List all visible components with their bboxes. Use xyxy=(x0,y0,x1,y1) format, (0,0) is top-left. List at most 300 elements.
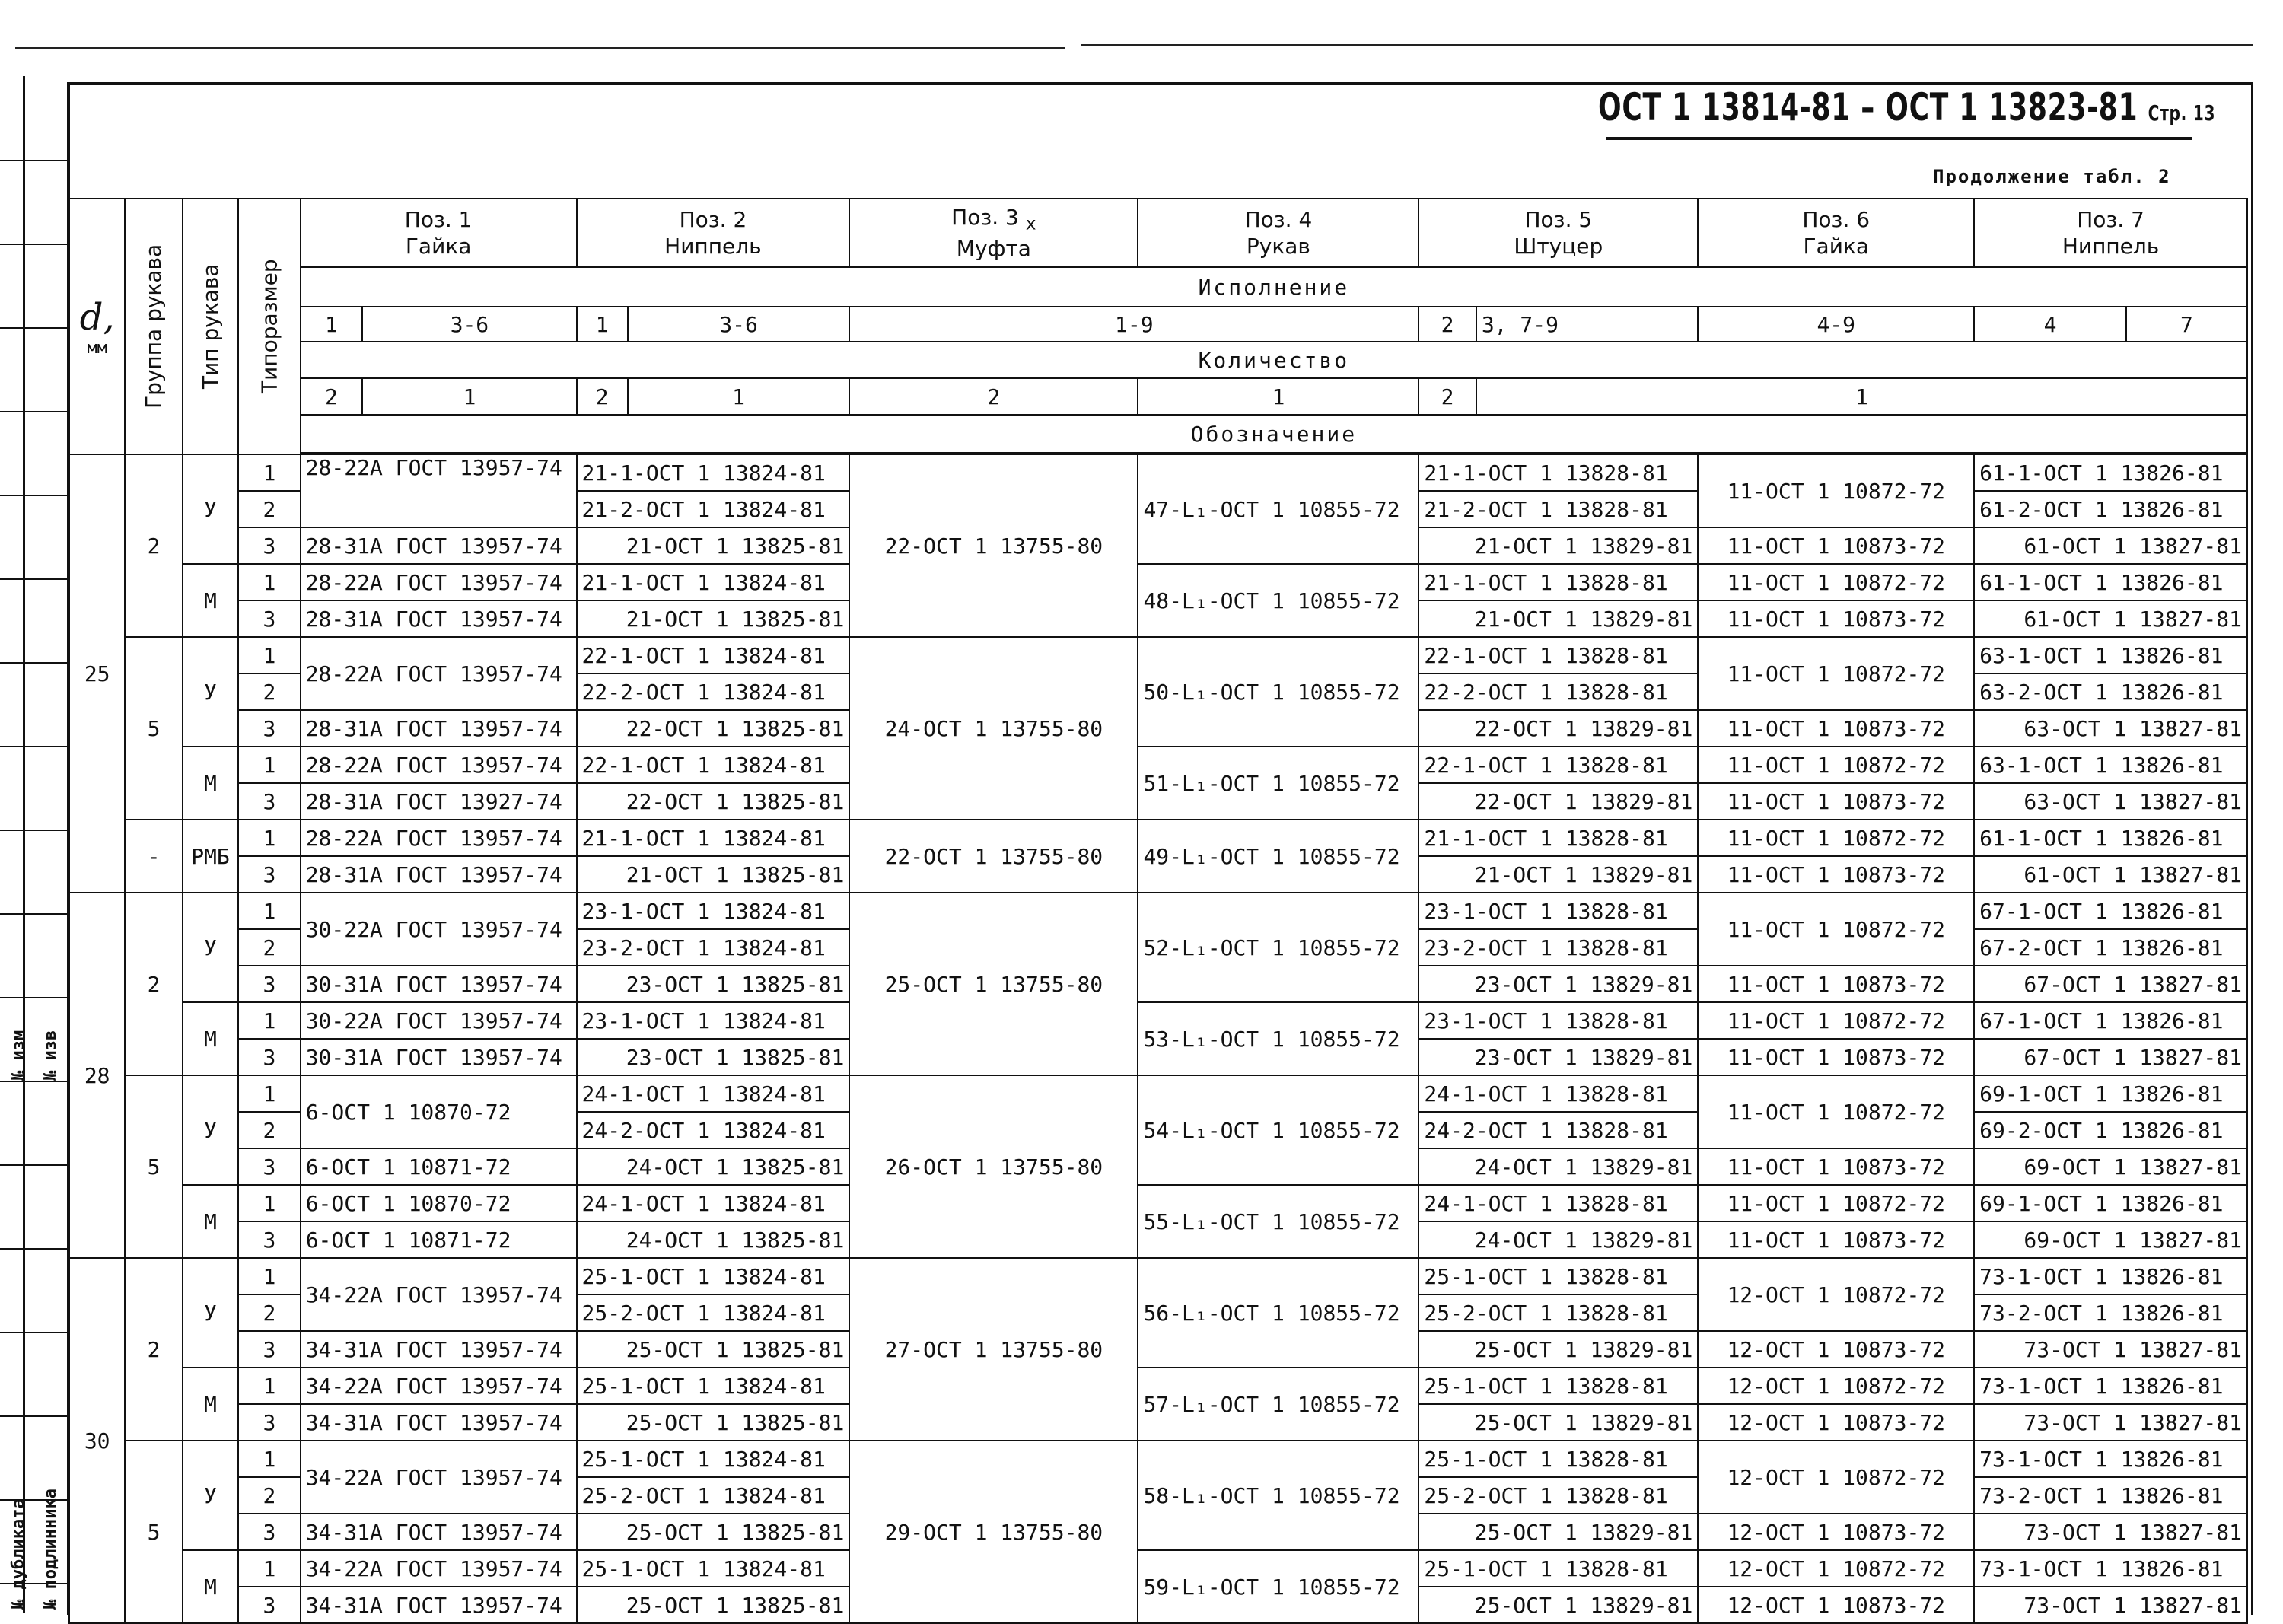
pos2-value: 25-1-ОСТ 1 13824-81 xyxy=(577,1258,850,1294)
pos7-value: 61-ОСТ 1 13827-81 xyxy=(1974,527,2247,564)
pos2-value: 21-2-ОСТ 1 13824-81 xyxy=(577,491,850,527)
pos1-value: 30-22А ГОСТ 13957-74 xyxy=(301,1002,577,1039)
pos3-value: 29-ОСТ 1 13755-80 xyxy=(849,1441,1138,1623)
d-value: 30 xyxy=(69,1258,125,1623)
title-underline xyxy=(1606,137,2192,140)
exec-band: Исполнение xyxy=(301,267,2247,307)
pos1-value: 28-31А ГОСТ 13927-74 xyxy=(301,783,577,820)
type-value: М xyxy=(183,1185,238,1258)
pos5-value: 21-2-ОСТ 1 13828-81 xyxy=(1419,491,1698,527)
size-value: 2 xyxy=(238,673,301,710)
pos2-value: 21-ОСТ 1 13825-81 xyxy=(577,600,850,637)
pos6-value: 12-ОСТ 1 10873-72 xyxy=(1698,1514,1974,1550)
table-row xyxy=(69,454,2247,491)
size-value: 2 xyxy=(238,491,301,527)
pos7-value: 73-ОСТ 1 13827-81 xyxy=(1974,1331,2247,1368)
d-label: d, xyxy=(79,295,115,339)
table-row xyxy=(69,564,2247,600)
pos5-value: 25-ОСТ 1 13829-81 xyxy=(1419,1404,1698,1441)
pos2-value: 23-1-ОСТ 1 13824-81 xyxy=(577,893,850,929)
type-value: М xyxy=(183,564,238,637)
pos7-value: 69-ОСТ 1 13827-81 xyxy=(1974,1221,2247,1258)
pos5-value: 21-1-ОСТ 1 13828-81 xyxy=(1419,564,1698,600)
pos7-value: 69-1-ОСТ 1 13826-81 xyxy=(1974,1075,2247,1112)
exec-value: 1-9 xyxy=(849,307,1419,342)
type-value: М xyxy=(183,1002,238,1075)
pos4-value: 53-L₁-ОСТ 1 10855-72 xyxy=(1138,1002,1419,1075)
margin-tick xyxy=(0,913,67,915)
pos5-number: Поз. 5 xyxy=(1524,207,1593,232)
size-value: 1 xyxy=(238,637,301,673)
pos7-value: 61-1-ОСТ 1 13826-81 xyxy=(1974,454,2247,491)
exec-value: 7 xyxy=(2126,307,2247,342)
pos5-header xyxy=(1419,199,1698,267)
pos1-value: 28-22А ГОСТ 13957-74 xyxy=(301,454,577,527)
pos5-value: 24-ОСТ 1 13829-81 xyxy=(1419,1221,1698,1258)
pos1-value: 28-31А ГОСТ 13957-74 xyxy=(301,600,577,637)
pos5-value: 24-1-ОСТ 1 13828-81 xyxy=(1419,1075,1698,1112)
group-value: 2 xyxy=(125,454,182,637)
pos2-value: 22-ОСТ 1 13825-81 xyxy=(577,783,850,820)
size-value: 3 xyxy=(238,1148,301,1185)
header-row-exec-band xyxy=(69,267,2247,307)
pos7-value: 67-ОСТ 1 13827-81 xyxy=(1974,966,2247,1002)
table-row xyxy=(69,747,2247,783)
qty-value: 2 xyxy=(1419,378,1476,415)
pos5-value: 22-ОСТ 1 13829-81 xyxy=(1419,783,1698,820)
exec-value: 3, 7-9 xyxy=(1476,307,1699,342)
pos5-value: 25-1-ОСТ 1 13828-81 xyxy=(1419,1368,1698,1404)
pos7-value: 63-1-ОСТ 1 13826-81 xyxy=(1974,747,2247,783)
pos7-value: 73-ОСТ 1 13827-81 xyxy=(1974,1514,2247,1550)
pos5-value: 21-1-ОСТ 1 13828-81 xyxy=(1419,820,1698,856)
size-value: 2 xyxy=(238,1112,301,1148)
size-value: 3 xyxy=(238,1514,301,1550)
size-value: 1 xyxy=(238,893,301,929)
margin-tick xyxy=(0,578,67,580)
pos3-number: Поз. 3 xyxy=(951,205,1019,231)
pos5-value: 25-1-ОСТ 1 13828-81 xyxy=(1419,1441,1698,1477)
margin-tick xyxy=(0,997,67,998)
pos7-value: 67-2-ОСТ 1 13826-81 xyxy=(1974,929,2247,966)
d-column-header xyxy=(69,199,125,454)
type-value: У xyxy=(183,1075,238,1185)
pos6-header xyxy=(1698,199,1974,267)
designation-band: Обозначение xyxy=(301,415,2247,453)
table-row xyxy=(69,1075,2247,1112)
pos6-value: 12-ОСТ 1 10873-72 xyxy=(1698,1331,1974,1368)
d-value: 25 xyxy=(69,454,125,893)
pos5-value: 21-ОСТ 1 13829-81 xyxy=(1419,856,1698,893)
spec-table xyxy=(68,198,2248,1624)
pos4-value: 59-L₁-ОСТ 1 10855-72 xyxy=(1138,1550,1419,1623)
pos4-value: 56-L₁-ОСТ 1 10855-72 xyxy=(1138,1258,1419,1368)
pos7-value: 69-2-ОСТ 1 13826-81 xyxy=(1974,1112,2247,1148)
pos5-value: 21-1-ОСТ 1 13828-81 xyxy=(1419,454,1698,491)
pos3-value: 22-ОСТ 1 13755-80 xyxy=(849,454,1138,637)
pos5-value: 25-1-ОСТ 1 13828-81 xyxy=(1419,1258,1698,1294)
type-value: М xyxy=(183,1550,238,1623)
type-value: М xyxy=(183,747,238,820)
size-value: 3 xyxy=(238,1331,301,1368)
pos5-value: 22-2-ОСТ 1 13828-81 xyxy=(1419,673,1698,710)
size-column-header: Типоразмер xyxy=(238,199,301,454)
pos2-value: 21-1-ОСТ 1 13824-81 xyxy=(577,820,850,856)
pos5-value: 23-1-ОСТ 1 13828-81 xyxy=(1419,1002,1698,1039)
size-value: 1 xyxy=(238,1441,301,1477)
table-row xyxy=(69,1185,2247,1221)
pos6-number: Поз. 6 xyxy=(1802,207,1871,232)
d-value: 28 xyxy=(69,893,125,1258)
pos6-value: 12-ОСТ 1 10872-72 xyxy=(1698,1368,1974,1404)
exec-value: 3-6 xyxy=(362,307,576,342)
pos4-value: 51-L₁-ОСТ 1 10855-72 xyxy=(1138,747,1419,820)
pos6-value: 11-ОСТ 1 10872-72 xyxy=(1698,820,1974,856)
pos2-value: 21-ОСТ 1 13825-81 xyxy=(577,856,850,893)
pos6-value: 12-ОСТ 1 10872-72 xyxy=(1698,1441,1974,1514)
group-value: - xyxy=(125,820,182,893)
pos2-value: 21-1-ОСТ 1 13824-81 xyxy=(577,454,850,491)
size-value: 1 xyxy=(238,1258,301,1294)
pos1-value: 28-22А ГОСТ 13957-74 xyxy=(301,820,577,856)
pos6-value: 11-ОСТ 1 10872-72 xyxy=(1698,1075,1974,1148)
pos4-value: 47-L₁-ОСТ 1 10855-72 xyxy=(1138,454,1419,564)
pos2-value: 25-ОСТ 1 13825-81 xyxy=(577,1404,850,1441)
pos1-value: 28-31А ГОСТ 13957-74 xyxy=(301,856,577,893)
pos7-value: 73-2-ОСТ 1 13826-81 xyxy=(1974,1477,2247,1514)
pos7-value: 73-2-ОСТ 1 13826-81 xyxy=(1974,1294,2247,1331)
pos7-value: 73-ОСТ 1 13827-81 xyxy=(1974,1587,2247,1623)
pos7-value: 63-ОСТ 1 13827-81 xyxy=(1974,783,2247,820)
header-row-qty-band xyxy=(69,342,2247,378)
size-value: 2 xyxy=(238,929,301,966)
pos6-value: 11-ОСТ 1 10872-72 xyxy=(1698,1185,1974,1221)
header-row-desig-band xyxy=(69,415,2247,453)
group-value: 2 xyxy=(125,893,182,1075)
pos7-value: 61-2-ОСТ 1 13826-81 xyxy=(1974,491,2247,527)
pos1-value: 6-ОСТ 1 10871-72 xyxy=(301,1221,577,1258)
pos2-value: 25-2-ОСТ 1 13824-81 xyxy=(577,1294,850,1331)
pos4-value: 58-L₁-ОСТ 1 10855-72 xyxy=(1138,1441,1419,1550)
pos6-value: 12-ОСТ 1 10873-72 xyxy=(1698,1587,1974,1623)
type-value: У xyxy=(183,1441,238,1550)
table-continuation-label: Продолжение табл. 2 xyxy=(1933,166,2171,187)
pos6-value: 11-ОСТ 1 10873-72 xyxy=(1698,1221,1974,1258)
qty-value: 2 xyxy=(577,378,628,415)
table-row xyxy=(69,1002,2247,1039)
scan-top-line-right xyxy=(1081,44,2253,46)
exec-value: 3-6 xyxy=(628,307,849,342)
pos2-value: 25-ОСТ 1 13825-81 xyxy=(577,1331,850,1368)
pos5-value: 25-ОСТ 1 13829-81 xyxy=(1419,1331,1698,1368)
pos7-value: 61-1-ОСТ 1 13826-81 xyxy=(1974,820,2247,856)
pos6-name: Гайка xyxy=(1803,234,1869,259)
margin-tick xyxy=(0,1081,67,1082)
group-value: 5 xyxy=(125,1441,182,1623)
pos5-value: 24-2-ОСТ 1 13828-81 xyxy=(1419,1112,1698,1148)
pos1-value: 30-31А ГОСТ 13957-74 xyxy=(301,1039,577,1075)
pos7-value: 69-1-ОСТ 1 13826-81 xyxy=(1974,1185,2247,1221)
size-value: 1 xyxy=(238,1550,301,1587)
size-value: 1 xyxy=(238,1185,301,1221)
pos1-value: 34-22А ГОСТ 13957-74 xyxy=(301,1368,577,1404)
pos6-value: 11-ОСТ 1 10873-72 xyxy=(1698,966,1974,1002)
pos3-value: 26-ОСТ 1 13755-80 xyxy=(849,1075,1138,1258)
type-value: У xyxy=(183,893,238,1002)
pos6-value: 11-ОСТ 1 10872-72 xyxy=(1698,637,1974,710)
pos7-value: 67-1-ОСТ 1 13826-81 xyxy=(1974,1002,2247,1039)
pos6-value: 12-ОСТ 1 10873-72 xyxy=(1698,1404,1974,1441)
size-value: 1 xyxy=(238,564,301,600)
stamp-duplicate: № дубликата xyxy=(9,1498,28,1610)
group-value: 2 xyxy=(125,1258,182,1441)
qty-value: 2 xyxy=(301,378,363,415)
group-value: 5 xyxy=(125,637,182,820)
pos2-number: Поз. 2 xyxy=(679,207,747,232)
stamp-izv: № изв xyxy=(41,1030,60,1081)
pos3-value: 22-ОСТ 1 13755-80 xyxy=(849,820,1138,893)
size-value: 3 xyxy=(238,1587,301,1623)
pos1-value: 28-31А ГОСТ 13957-74 xyxy=(301,527,577,564)
pos6-value: 11-ОСТ 1 10872-72 xyxy=(1698,1002,1974,1039)
size-value: 3 xyxy=(238,1039,301,1075)
pos1-value: 34-22А ГОСТ 13957-74 xyxy=(301,1550,577,1587)
pos5-value: 22-1-ОСТ 1 13828-81 xyxy=(1419,637,1698,673)
size-value: 3 xyxy=(238,710,301,747)
pos6-value: 11-ОСТ 1 10872-72 xyxy=(1698,454,1974,527)
size-value: 2 xyxy=(238,1294,301,1331)
qty-value: 1 xyxy=(628,378,849,415)
pos2-name: Ниппель xyxy=(664,234,762,259)
pos5-value: 25-2-ОСТ 1 13828-81 xyxy=(1419,1294,1698,1331)
pos2-value: 23-2-ОСТ 1 13824-81 xyxy=(577,929,850,966)
pos7-value: 73-1-ОСТ 1 13826-81 xyxy=(1974,1441,2247,1477)
qty-value: 1 xyxy=(1476,378,2247,415)
pos7-value: 73-1-ОСТ 1 13826-81 xyxy=(1974,1550,2247,1587)
qty-band: Количество xyxy=(301,342,2247,378)
pos1-value: 28-22А ГОСТ 13957-74 xyxy=(301,564,577,600)
page-number: Стр. 13 xyxy=(2148,100,2216,126)
margin-tick xyxy=(0,1415,67,1417)
pos5-value: 23-ОСТ 1 13829-81 xyxy=(1419,1039,1698,1075)
size-value: 3 xyxy=(238,966,301,1002)
pos5-value: 25-1-ОСТ 1 13828-81 xyxy=(1419,1550,1698,1587)
pos5-value: 24-ОСТ 1 13829-81 xyxy=(1419,1148,1698,1185)
pos2-value: 24-1-ОСТ 1 13824-81 xyxy=(577,1075,850,1112)
pos1-value: 34-22А ГОСТ 13957-74 xyxy=(301,1441,577,1514)
pos7-value: 63-2-ОСТ 1 13826-81 xyxy=(1974,673,2247,710)
pos4-value: 57-L₁-ОСТ 1 10855-72 xyxy=(1138,1368,1419,1441)
margin-tick xyxy=(0,662,67,664)
pos2-value: 25-2-ОСТ 1 13824-81 xyxy=(577,1477,850,1514)
pos6-value: 11-ОСТ 1 10873-72 xyxy=(1698,1148,1974,1185)
pos6-value: 12-ОСТ 1 10872-72 xyxy=(1698,1550,1974,1587)
pos7-value: 67-1-ОСТ 1 13826-81 xyxy=(1974,893,2247,929)
pos7-value: 61-1-ОСТ 1 13826-81 xyxy=(1974,564,2247,600)
margin-tick xyxy=(0,830,67,831)
pos5-value: 25-ОСТ 1 13829-81 xyxy=(1419,1587,1698,1623)
pos2-value: 25-ОСТ 1 13825-81 xyxy=(577,1587,850,1623)
scan-top-line-left xyxy=(15,47,1065,49)
type-column-header: Тип рукава xyxy=(183,199,238,454)
pos2-value: 22-2-ОСТ 1 13824-81 xyxy=(577,673,850,710)
binding-margin xyxy=(23,76,69,1613)
stamp-izm: № изм xyxy=(9,1030,28,1081)
pos2-value: 22-1-ОСТ 1 13824-81 xyxy=(577,637,850,673)
pos5-name: Штуцер xyxy=(1514,234,1603,259)
document-code xyxy=(1598,85,2215,129)
header-row-qty-values xyxy=(69,378,2247,415)
margin-tick xyxy=(0,1164,67,1166)
pos3-value: 27-ОСТ 1 13755-80 xyxy=(849,1258,1138,1441)
exec-value: 4-9 xyxy=(1698,307,1974,342)
pos2-value: 22-1-ОСТ 1 13824-81 xyxy=(577,747,850,783)
margin-tick xyxy=(0,411,67,412)
pos1-value: 34-22А ГОСТ 13957-74 xyxy=(301,1258,577,1331)
margin-tick xyxy=(0,160,67,161)
size-value: 3 xyxy=(238,856,301,893)
pos1-value: 34-31А ГОСТ 13957-74 xyxy=(301,1331,577,1368)
pos6-value: 11-ОСТ 1 10873-72 xyxy=(1698,527,1974,564)
size-value: 3 xyxy=(238,783,301,820)
pos4-name: Рукав xyxy=(1246,234,1310,259)
size-value: 1 xyxy=(238,1002,301,1039)
pos5-value: 22-ОСТ 1 13829-81 xyxy=(1419,710,1698,747)
size-value: 3 xyxy=(238,1404,301,1441)
pos1-value: 28-22А ГОСТ 13957-74 xyxy=(301,747,577,783)
pos2-value: 25-ОСТ 1 13825-81 xyxy=(577,1514,850,1550)
group-value: 5 xyxy=(125,1075,182,1258)
pos6-value: 11-ОСТ 1 10873-72 xyxy=(1698,856,1974,893)
pos7-value: 73-ОСТ 1 13827-81 xyxy=(1974,1404,2247,1441)
pos4-number: Поз. 4 xyxy=(1244,207,1313,232)
pos6-value: 11-ОСТ 1 10873-72 xyxy=(1698,600,1974,637)
pos4-value: 49-L₁-ОСТ 1 10855-72 xyxy=(1138,820,1419,893)
header-row-exec-values xyxy=(69,307,2247,342)
pos7-value: 67-ОСТ 1 13827-81 xyxy=(1974,1039,2247,1075)
pos2-value: 25-1-ОСТ 1 13824-81 xyxy=(577,1441,850,1477)
pos7-value: 61-ОСТ 1 13827-81 xyxy=(1974,856,2247,893)
pos2-value: 21-ОСТ 1 13825-81 xyxy=(577,527,850,564)
pos1-value: 6-ОСТ 1 10871-72 xyxy=(301,1148,577,1185)
pos3-header xyxy=(849,199,1138,267)
margin-tick xyxy=(0,495,67,496)
size-value: 1 xyxy=(238,454,301,491)
size-value: 3 xyxy=(238,1221,301,1258)
pos1-value: 28-22А ГОСТ 13957-74 xyxy=(301,637,577,710)
pos4-value: 50-L₁-ОСТ 1 10855-72 xyxy=(1138,637,1419,747)
pos1-value: 30-31А ГОСТ 13957-74 xyxy=(301,966,577,1002)
pos1-value: 34-31А ГОСТ 13957-74 xyxy=(301,1404,577,1441)
pos5-value: 25-2-ОСТ 1 13828-81 xyxy=(1419,1477,1698,1514)
exec-value: 1 xyxy=(577,307,628,342)
pos2-value: 24-ОСТ 1 13825-81 xyxy=(577,1221,850,1258)
pos6-value: 11-ОСТ 1 10873-72 xyxy=(1698,783,1974,820)
type-value: РМБ xyxy=(183,820,238,893)
pos3-value: 24-ОСТ 1 13755-80 xyxy=(849,637,1138,820)
qty-value: 2 xyxy=(849,378,1138,415)
pos5-value: 23-2-ОСТ 1 13828-81 xyxy=(1419,929,1698,966)
type-value: У xyxy=(183,637,238,747)
pos2-value: 22-ОСТ 1 13825-81 xyxy=(577,710,850,747)
pos4-value: 52-L₁-ОСТ 1 10855-72 xyxy=(1138,893,1419,1002)
type-value: М xyxy=(183,1368,238,1441)
pos4-value: 54-L₁-ОСТ 1 10855-72 xyxy=(1138,1075,1419,1185)
doc-code-text: ОСТ 1 13814-81 – ОСТ 1 13823-81 xyxy=(1598,85,2138,129)
pos5-value: 21-ОСТ 1 13829-81 xyxy=(1419,600,1698,637)
size-value: 1 xyxy=(238,1368,301,1404)
pos5-value: 24-1-ОСТ 1 13828-81 xyxy=(1419,1185,1698,1221)
header-row-positions xyxy=(69,199,2247,267)
type-value: У xyxy=(183,1258,238,1368)
pos6-value: 11-ОСТ 1 10872-72 xyxy=(1698,893,1974,966)
margin-tick xyxy=(0,746,67,747)
size-value: 1 xyxy=(238,820,301,856)
pos2-value: 24-ОСТ 1 13825-81 xyxy=(577,1148,850,1185)
pos1-value: 34-31А ГОСТ 13957-74 xyxy=(301,1514,577,1550)
pos6-value: 11-ОСТ 1 10873-72 xyxy=(1698,710,1974,747)
table-row xyxy=(69,1550,2247,1587)
margin-tick xyxy=(0,327,67,329)
pos7-value: 63-ОСТ 1 13827-81 xyxy=(1974,710,2247,747)
pos4-value: 48-L₁-ОСТ 1 10855-72 xyxy=(1138,564,1419,637)
pos1-value: 30-22А ГОСТ 13957-74 xyxy=(301,893,577,966)
pos3-footnote-mark: x xyxy=(1025,212,1036,234)
size-value: 2 xyxy=(238,1477,301,1514)
pos5-value: 21-ОСТ 1 13829-81 xyxy=(1419,527,1698,564)
margin-tick xyxy=(0,244,67,245)
pos2-value: 23-ОСТ 1 13825-81 xyxy=(577,966,850,1002)
pos4-value: 55-L₁-ОСТ 1 10855-72 xyxy=(1138,1185,1419,1258)
qty-value: 1 xyxy=(362,378,576,415)
pos1-value: 6-ОСТ 1 10870-72 xyxy=(301,1185,577,1221)
pos6-value: 11-ОСТ 1 10873-72 xyxy=(1698,1039,1974,1075)
pos1-number: Поз. 1 xyxy=(404,207,473,232)
group-column-header: Группа рукава xyxy=(125,199,182,454)
size-value: 1 xyxy=(238,747,301,783)
table-row xyxy=(69,820,2247,856)
pos7-name: Ниппель xyxy=(2062,234,2160,259)
pos7-number: Поз. 7 xyxy=(2077,207,2144,232)
pos6-value: 11-ОСТ 1 10872-72 xyxy=(1698,564,1974,600)
pos6-value: 12-ОСТ 1 10872-72 xyxy=(1698,1258,1974,1331)
exec-value: 4 xyxy=(1974,307,2126,342)
pos2-header xyxy=(577,199,850,267)
exec-value: 1 xyxy=(301,307,363,342)
pos3-name: Муфта xyxy=(956,235,1031,261)
type-value: У xyxy=(183,454,238,564)
margin-tick xyxy=(0,1332,67,1333)
pos5-value: 22-1-ОСТ 1 13828-81 xyxy=(1419,747,1698,783)
table-row xyxy=(69,1368,2247,1404)
pos7-value: 61-ОСТ 1 13827-81 xyxy=(1974,600,2247,637)
size-value: 3 xyxy=(238,600,301,637)
table-row xyxy=(69,637,2247,673)
table-row xyxy=(69,893,2247,929)
pos7-value: 69-ОСТ 1 13827-81 xyxy=(1974,1148,2247,1185)
table-row xyxy=(69,1441,2247,1477)
exec-value: 2 xyxy=(1419,307,1476,342)
pos2-value: 23-1-ОСТ 1 13824-81 xyxy=(577,1002,850,1039)
d-unit: мм xyxy=(87,338,107,358)
pos5-value: 25-ОСТ 1 13829-81 xyxy=(1419,1514,1698,1550)
size-value: 3 xyxy=(238,527,301,564)
pos1-header xyxy=(301,199,577,267)
table-row xyxy=(69,1258,2247,1294)
pos1-name: Гайка xyxy=(405,234,472,259)
qty-value: 1 xyxy=(1138,378,1419,415)
pos5-value: 23-1-ОСТ 1 13828-81 xyxy=(1419,893,1698,929)
